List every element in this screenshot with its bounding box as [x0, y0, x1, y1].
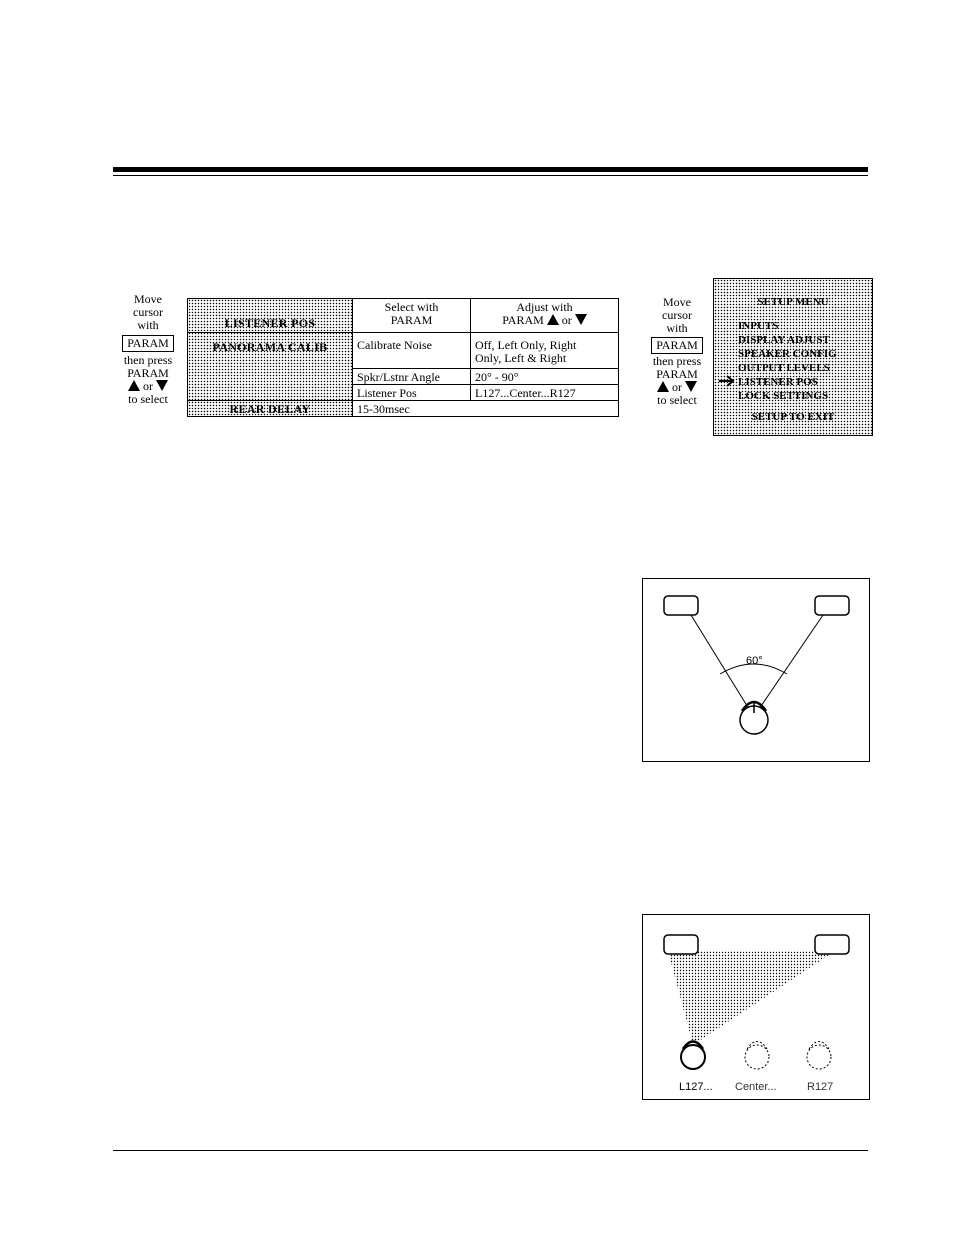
instr-with: with	[137, 318, 159, 332]
header-select: Select with PARAM	[384, 301, 439, 327]
down-arrow-icon[interactable]	[156, 380, 168, 391]
instr-move: Move	[134, 292, 162, 306]
instr-to-select: to select	[128, 392, 168, 406]
listener-head-icon	[740, 701, 768, 734]
menu-item-listener-pos[interactable]: LISTENER POS	[738, 376, 818, 388]
menu-item-speaker-config[interactable]: SPEAKER CONFIG	[738, 348, 837, 360]
instr-move: Move	[663, 295, 691, 309]
instr-cursor: cursor	[133, 305, 163, 319]
row-rear-delay[interactable]: REAR DELAY	[229, 403, 311, 416]
footer-rule	[113, 1150, 868, 1151]
right-instructions	[642, 296, 712, 407]
down-arrow-icon[interactable]	[685, 381, 697, 392]
table-divider	[352, 299, 353, 416]
listener-pos-range: L127...Center...R127	[475, 387, 576, 400]
setup-menu-title: SETUP MENU	[757, 296, 829, 308]
listener-pos-label[interactable]: Listener Pos	[357, 387, 417, 400]
instr-param: PARAM	[127, 366, 169, 380]
instr-to-select: to select	[657, 393, 697, 407]
instr-then-press: then press	[652, 354, 702, 368]
left-instructions	[108, 293, 188, 406]
right-sight-line	[759, 615, 823, 709]
position-label-center: Center...	[735, 1081, 777, 1093]
instr-or: or	[672, 380, 682, 394]
header-rule-thin	[113, 175, 868, 176]
menu-item-output-levels[interactable]: OUTPUT LEVELS	[738, 362, 830, 374]
listener-right-icon	[807, 1042, 831, 1070]
header-adjust: Adjust with PARAM or	[471, 301, 618, 327]
menu-item-display-adjust[interactable]: DISPLAY ADJUST	[738, 334, 830, 346]
listener-center-icon	[745, 1042, 769, 1070]
down-arrow-icon	[575, 314, 587, 325]
menu-item-inputs[interactable]: INPUTS	[738, 320, 779, 332]
position-label-left: L127...	[679, 1081, 713, 1093]
header-rule-thick	[113, 167, 868, 172]
left-speaker-icon	[664, 596, 698, 615]
sound-field	[668, 951, 835, 1045]
up-arrow-icon[interactable]	[128, 380, 140, 391]
menu-item-setup-to-exit[interactable]: SETUP TO EXIT	[751, 411, 835, 423]
instr-then-press: then press	[123, 353, 173, 367]
right-speaker-icon	[815, 596, 849, 615]
listener-position-diagram	[642, 914, 870, 1100]
angle-label: 60°	[746, 655, 763, 667]
rear-delay-range: 15-30msec	[357, 403, 410, 416]
param-button[interactable]: PARAM	[122, 335, 174, 352]
angle-diagram	[642, 578, 870, 762]
parameter-table	[187, 298, 619, 417]
up-arrow-icon	[547, 314, 559, 325]
instr-or: or	[143, 379, 153, 393]
table-divider	[352, 384, 618, 385]
param-button[interactable]: PARAM	[651, 337, 703, 354]
row-panorama-calib[interactable]: PANORAMA CALIB	[212, 341, 328, 354]
calibrate-noise-label[interactable]: Calibrate Noise	[357, 339, 432, 352]
instr-cursor: cursor	[662, 308, 692, 322]
instr-with: with	[666, 321, 688, 335]
up-arrow-icon[interactable]	[657, 381, 669, 392]
position-label-right: R127	[807, 1081, 834, 1093]
row-listener-pos[interactable]: LISTENER POS	[224, 317, 316, 330]
menu-cursor-arrow-icon	[718, 375, 736, 390]
left-sight-line	[691, 615, 749, 709]
table-divider	[188, 400, 618, 401]
listener-left-icon	[681, 1042, 705, 1070]
setup-menu	[713, 278, 873, 436]
spkr-angle-range: 20° - 90°	[475, 371, 519, 384]
spkr-angle-label[interactable]: Spkr/Lstnr Angle	[357, 371, 440, 384]
table-divider	[188, 332, 618, 333]
calibrate-options: Off, Left Only, Right Only, Left & Right	[475, 339, 577, 365]
instr-param: PARAM	[656, 367, 698, 381]
table-divider	[352, 368, 618, 369]
left-speaker-icon	[664, 935, 698, 954]
right-speaker-icon	[815, 935, 849, 954]
menu-item-lock-settings[interactable]: LOCK SETTINGS	[738, 390, 829, 402]
